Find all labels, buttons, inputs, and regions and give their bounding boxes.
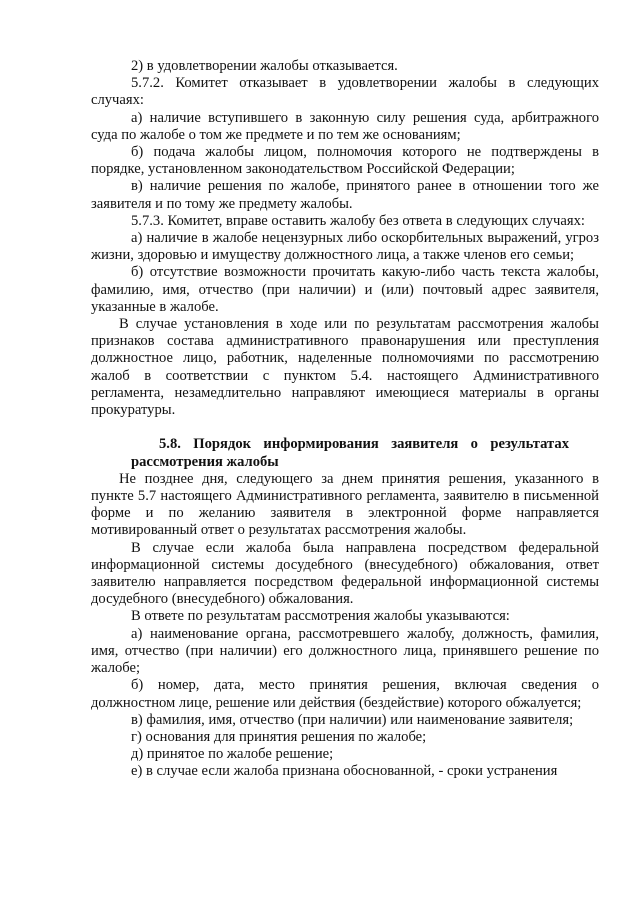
paragraph: б) отсутствие возможности прочитать какую-либо часть текста жалобы, фамилию, имя, отчество (при наличии) и (или) почтовый адрес заявителя, указанные в жалобе. <box>91 264 599 315</box>
paragraph: б) подача жалобы лицом, полномочия которого не подтверждены в порядке, установленном законодательством Российской Федерации; <box>91 144 599 178</box>
paragraph: 5.7.3. Комитет, вправе оставить жалобу без ответа в следующих случаях: <box>131 212 585 229</box>
paragraph: в) фамилия, имя, отчество (при наличии) или наименование заявителя; <box>131 711 574 728</box>
paragraph: 2) в удовлетворении жалобы отказывается. <box>131 58 398 74</box>
paragraph: б) номер, дата, место принятия решения, включая сведения о должностном лице, решение или действия (бездействие) которого обжалуется; <box>91 677 599 711</box>
document-body <box>91 58 599 781</box>
paragraph: а) наличие в жалобе нецензурных либо оскорбительных выражений, угроз жизни, здоровью и имуществу должностного лица, а также членов его семьи; <box>91 230 599 264</box>
paragraph: В случае установления в ходе или по результатам рассмотрения жалобы признаков состава административного правонарушения или преступления должностное лицо, работник, наделенные полномочиями по рассмотрению жалоб в соответствии с пунктом 5.4. настоящего Административного регламента, незамедлительно направляют имеющиеся материалы в органы прокуратуры. <box>91 316 599 419</box>
blank-line <box>91 419 599 436</box>
paragraph: 5.7.2. Комитет отказывает в удовлетворении жалобы в следующих случаях: <box>91 75 599 109</box>
paragraph: а) наличие вступившего в законную силу решения суда, арбитражного суда по жалобе о том же предмете и по тем же основаниям; <box>91 109 599 143</box>
paragraph: в) наличие решения по жалобе, принятого ранее в отношении того же заявителя и по тому же предмету жалобы. <box>91 178 599 212</box>
paragraph: е) в случае если жалоба признана обоснованной, - сроки устранения <box>131 763 558 780</box>
paragraph: Не позднее дня, следующего за днем принятия решения, указанного в пункте 5.7 настоящего Административного регламента, заявителю в письменной форме и по желанию заявителя в электронной форме направляется мотивированный ответ о результатах рассмотрения жалобы. <box>91 470 599 539</box>
paragraph: В случае если жалоба была направлена посредством федеральной информационной системы досудебного (внесудебного) обжалования, ответ заявителю направляется посредством федеральной информационной системы досудебного (внесудебного) обжалования. <box>91 539 599 608</box>
paragraph: г) основания для принятия решения по жалобе; <box>131 728 427 745</box>
paragraph: д) принятое по жалобе решение; <box>131 746 334 763</box>
paragraph: В ответе по результатам рассмотрения жалобы указываются: <box>131 608 510 625</box>
section-heading: 5.8. Порядок информирования заявителя о результатах рассмотрения жалобы <box>131 436 569 470</box>
paragraph: а) наименование органа, рассмотревшего жалобу, должность, фамилия, имя, отчество (при наличии) его должностного лица, принявшего решение по жалобе; <box>91 625 599 677</box>
